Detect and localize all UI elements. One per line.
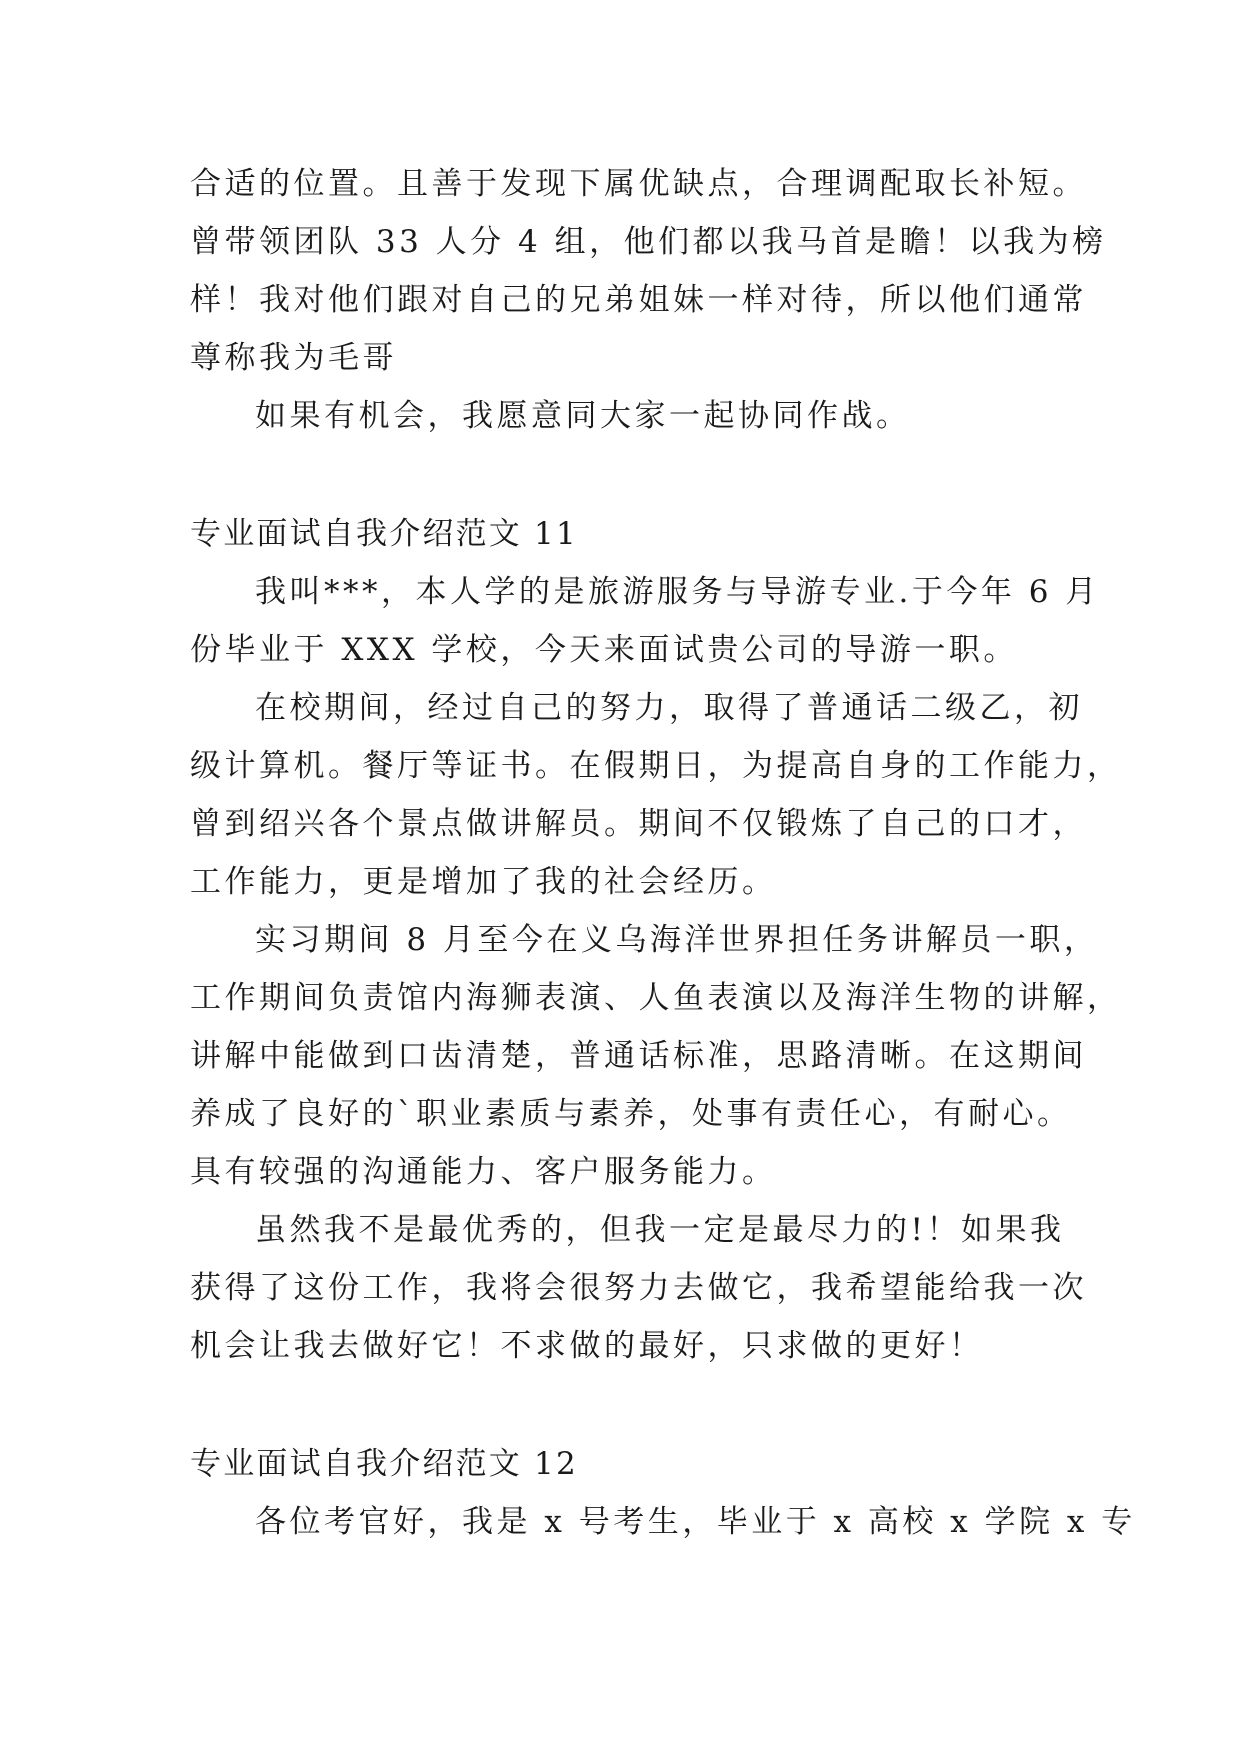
paragraph-line: 尊称我为毛哥: [190, 340, 397, 376]
paragraph-line: 份毕业于 XXX 学校，今天来面试贵公司的导游一职。: [190, 632, 1018, 668]
section-heading: 专业面试自我介绍范文 12: [190, 1446, 578, 1482]
paragraph-line: 各位考官好，我是 x 号考生，毕业于 x 高校 x 学院 x 专: [255, 1504, 1136, 1540]
section-heading: 专业面试自我介绍范文 11: [190, 516, 578, 552]
paragraph-line: 在校期间，经过自己的努力，取得了普通话二级乙，初: [255, 690, 1083, 726]
paragraph-line: 机会让我去做好它！不求做的最好，只求做的更好！: [190, 1328, 984, 1364]
paragraph-line: 我叫***，本人学的是旅游服务与导游专业.于今年 6 月: [255, 574, 1100, 610]
paragraph-line: 实习期间 8 月至今在义乌海洋世界担任务讲解员一职，: [255, 922, 1099, 958]
paragraph-line: 获得了这份工作，我将会很努力去做它，我希望能给我一次: [190, 1270, 1087, 1306]
paragraph-line: 级计算机。餐厅等证书。在假期日，为提高自身的工作能力，: [190, 748, 1122, 784]
paragraph-line: 虽然我不是最优秀的，但我一定是最尽力的!！如果我: [255, 1212, 1065, 1248]
paragraph-line: 曾到绍兴各个景点做讲解员。期间不仅锻炼了自己的口才，: [190, 806, 1087, 842]
paragraph-line: 工作能力，更是增加了我的社会经历。: [190, 864, 777, 900]
paragraph-line: 具有较强的沟通能力、客户服务能力。: [190, 1154, 777, 1190]
paragraph-line: 样！我对他们跟对自己的兄弟姐妹一样对待，所以他们通常: [190, 282, 1087, 318]
paragraph-line: 养成了良好的`职业素质与素养，处事有责任心，有耐心。: [190, 1096, 1072, 1132]
paragraph-line: 合适的位置。且善于发现下属优缺点，合理调配取长补短。: [190, 166, 1087, 202]
paragraph-line: 曾带领团队 33 人分 4 组，他们都以我马首是瞻！以我为榜: [190, 224, 1107, 260]
paragraph-line: 如果有机会，我愿意同大家一起协同作战。: [255, 398, 911, 434]
paragraph-line: 工作期间负责馆内海狮表演、人鱼表演以及海洋生物的讲解，: [190, 980, 1122, 1016]
paragraph-line: 讲解中能做到口齿清楚，普通话标准，思路清晰。在这期间: [190, 1038, 1087, 1074]
